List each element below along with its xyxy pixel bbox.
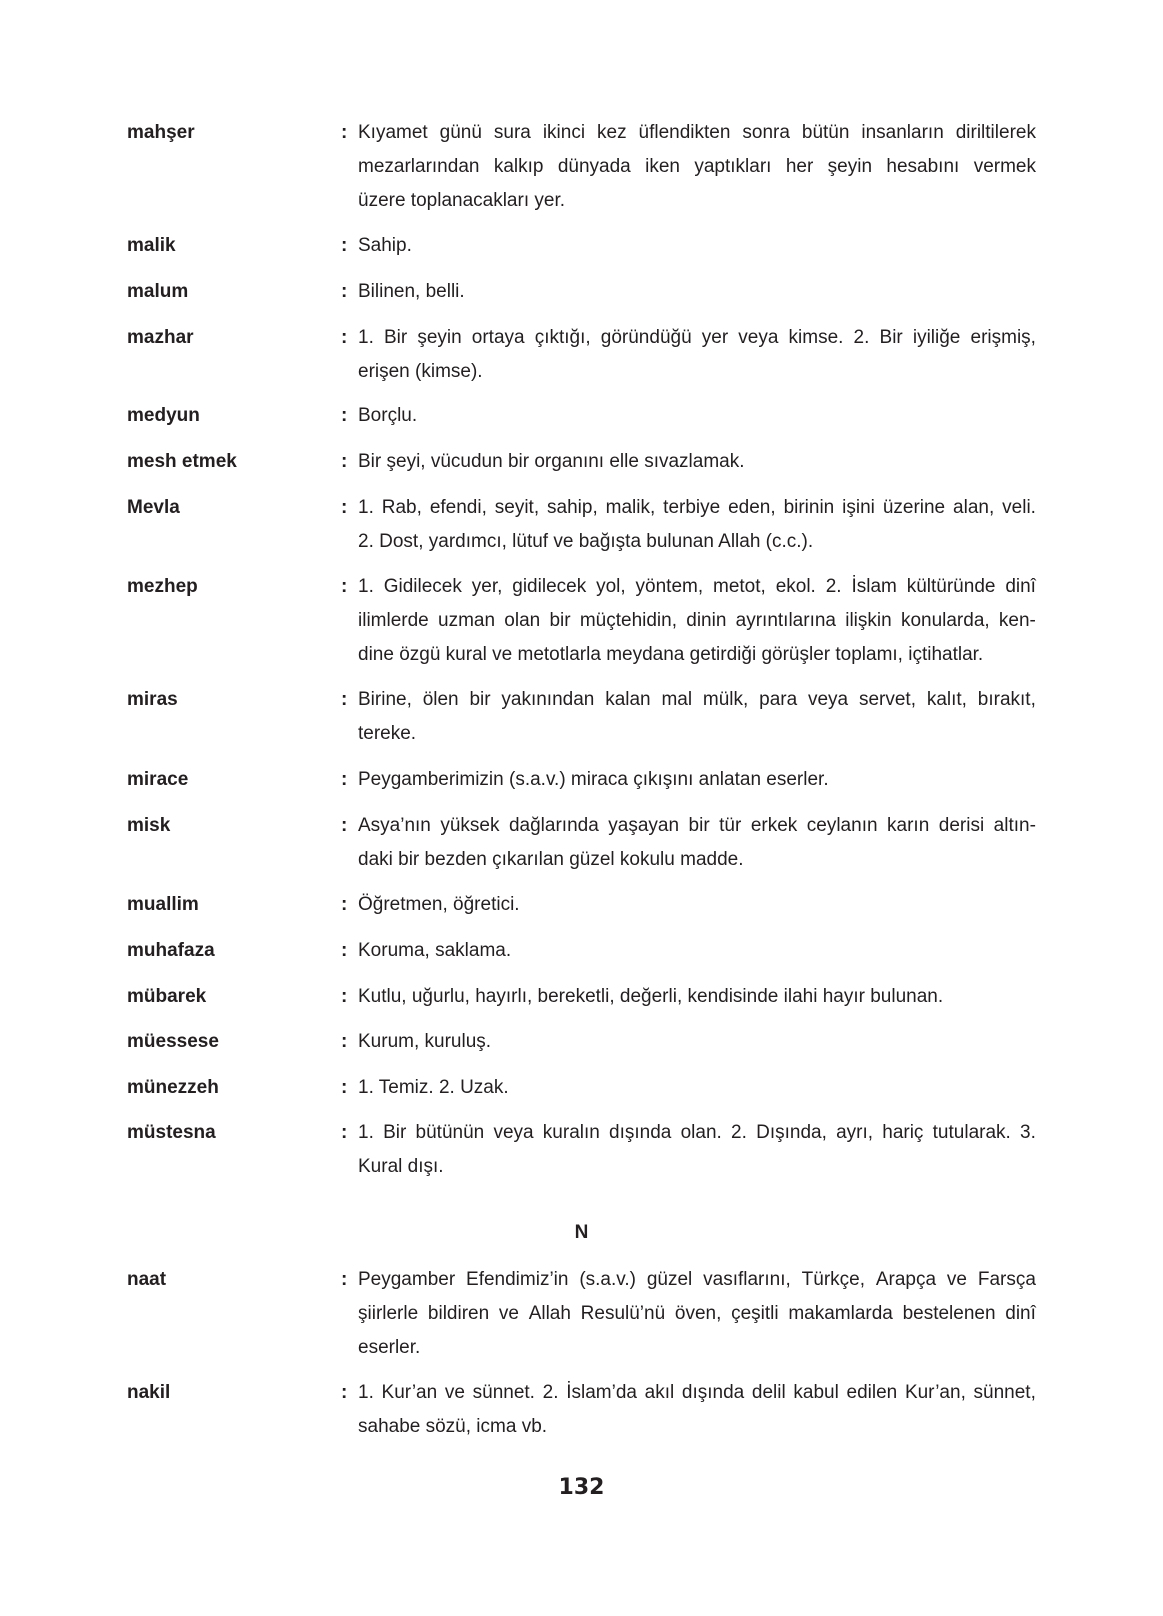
glossary-term: müessese [127,1031,219,1052]
term-separator: : [341,405,348,426]
glossary-definition [358,321,1036,389]
glossary-definition [358,491,1036,559]
term-separator: : [341,281,348,302]
glossary-term: naat [127,1269,167,1290]
glossary-term: müstesna [127,1122,216,1143]
glossary-definition [358,980,1036,1014]
page-number: 132 [558,1475,605,1500]
term-separator: : [341,327,348,348]
definition-line: Bir şeyi, vücudun bir organını elle sıvazlamak. [358,451,745,472]
term-separator: : [341,1382,348,1403]
definition-line: 2. Dost, yardımcı, lütuf ve bağışta bulunan Allah (c.c.). [358,531,814,552]
definition-line: erişen (kimse). [358,361,483,382]
term-separator: : [341,497,348,518]
section-heading-letter: N [574,1222,589,1243]
definition-line: mezarlarından kalkıp dünyada iken yaptıkları her şeyin hesabını vermek [358,156,1036,177]
glossary-definition [358,683,1036,751]
term-separator: : [341,894,348,915]
glossary-definition [358,809,1036,877]
definition-line: Kural dışı. [358,1156,444,1177]
glossary-definition [358,934,1036,968]
glossary-term: muhafaza [127,940,215,961]
definition-line: 1. Temiz. 2. Uzak. [358,1077,509,1098]
definition-line: dine özgü kural ve metotlarla meydana getirdiği görüşler toplamı, içtihatlar. [358,644,984,665]
definition-line: Peygamberimizin (s.a.v.) miraca çıkışını anlatan eserler. [358,769,829,790]
term-separator: : [341,451,348,472]
definition-line: Kutlu, uğurlu, hayırlı, bereketli, değerli, kendisinde ilahi hayır bulunan. [358,986,944,1007]
definition-line: sahabe sözü, icma vb. [358,1416,548,1437]
definition-line: Asya’nın yüksek dağlarında yaşayan bir tür erkek ceylanın karın derisi altın- [358,815,1036,836]
glossary-definition [358,116,1036,218]
definition-line: 1. Bir bütünün veya kuralın dışında olan. 2. Dışında, ayrı, hariç tutularak. 3. [358,1122,1036,1143]
definition-line: Kurum, kuruluş. [358,1031,492,1052]
term-separator: : [341,1269,348,1290]
glossary-definition [358,763,1036,797]
glossary-term: mezhep [127,576,198,597]
definition-line: Öğretmen, öğretici. [358,894,520,915]
glossary-definition [358,570,1036,672]
glossary-term: mirace [127,769,189,790]
glossary-term: mesh etmek [127,451,237,472]
glossary-term: mahşer [127,122,195,143]
definition-line: şiirlerle bildiren ve Allah Resulü’nü öven, çeşitli makamlarda bestelenen dinî [358,1303,1036,1324]
glossary-term: malum [127,281,189,302]
glossary-term: Mevla [127,497,180,518]
definition-line: Peygamber Efendimiz’in (s.a.v.) güzel vasıflarını, Türkçe, Arapça ve Farsça [358,1269,1036,1290]
glossary-definition [358,888,1036,922]
definition-line: Sahip. [358,235,412,256]
glossary-term: münezzeh [127,1077,219,1098]
definition-line: Borçlu. [358,405,418,426]
definition-line: Bilinen, belli. [358,281,465,302]
definition-line: Kıyamet günü sura ikinci kez üflendikten sonra bütün insanların diriltilerek [358,122,1036,143]
glossary-definition [358,1025,1036,1059]
term-separator: : [341,815,348,836]
glossary-term: mazhar [127,327,194,348]
term-separator: : [341,1077,348,1098]
definition-line: tereke. [358,723,417,744]
term-separator: : [341,986,348,1007]
definition-line: 1. Kur’an ve sünnet. 2. İslam’da akıl dışında delil kabul edilen Kur’an, sünnet, [358,1382,1036,1403]
term-separator: : [341,235,348,256]
definition-line: Koruma, saklama. [358,940,512,961]
definition-line: 1. Rab, efendi, seyit, sahip, malik, terbiye eden, birinin işini üzerine alan, veli. [358,497,1036,518]
glossary-term: muallim [127,894,199,915]
definition-line: üzere toplanacakları yer. [358,190,566,211]
glossary-term: medyun [127,405,200,426]
glossary-term: nakil [127,1382,171,1403]
glossary-definition [358,445,1036,479]
definition-line: 1. Gidilecek yer, gidilecek yol, yöntem, metot, ekol. 2. İslam kültüründe dinî [358,576,1036,597]
definition-line: daki bir bezden çıkarılan güzel kokulu madde. [358,849,744,870]
definition-line: eserler. [358,1337,421,1358]
glossary-definition [358,229,1036,263]
glossary-definition [358,1071,1036,1105]
glossary-term: mübarek [127,986,207,1007]
glossary-definition [358,1376,1036,1444]
term-separator: : [341,1031,348,1052]
glossary-definition [358,399,1036,433]
term-separator: : [341,940,348,961]
definition-line: 1. Bir şeyin ortaya çıktığı, göründüğü yer veya kimse. 2. Bir iyiliğe erişmiş, [358,327,1036,348]
glossary-definition [358,1116,1036,1184]
definition-line: ilimlerde uzman olan bir müçtehidin, dinin ayrıntılarına ilişkin konularda, ken- [358,610,1036,631]
term-separator: : [341,122,348,143]
glossary-term: malik [127,235,176,256]
definition-line: Birine, ölen bir yakınından kalan mal mülk, para veya servet, kalıt, bırakıt, [358,689,1036,710]
glossary-definition [358,275,1036,309]
glossary-definition [358,1263,1036,1365]
glossary-term: miras [127,689,178,710]
term-separator: : [341,769,348,790]
term-separator: : [341,576,348,597]
term-separator: : [341,689,348,710]
glossary-term: misk [127,815,171,836]
term-separator: : [341,1122,348,1143]
